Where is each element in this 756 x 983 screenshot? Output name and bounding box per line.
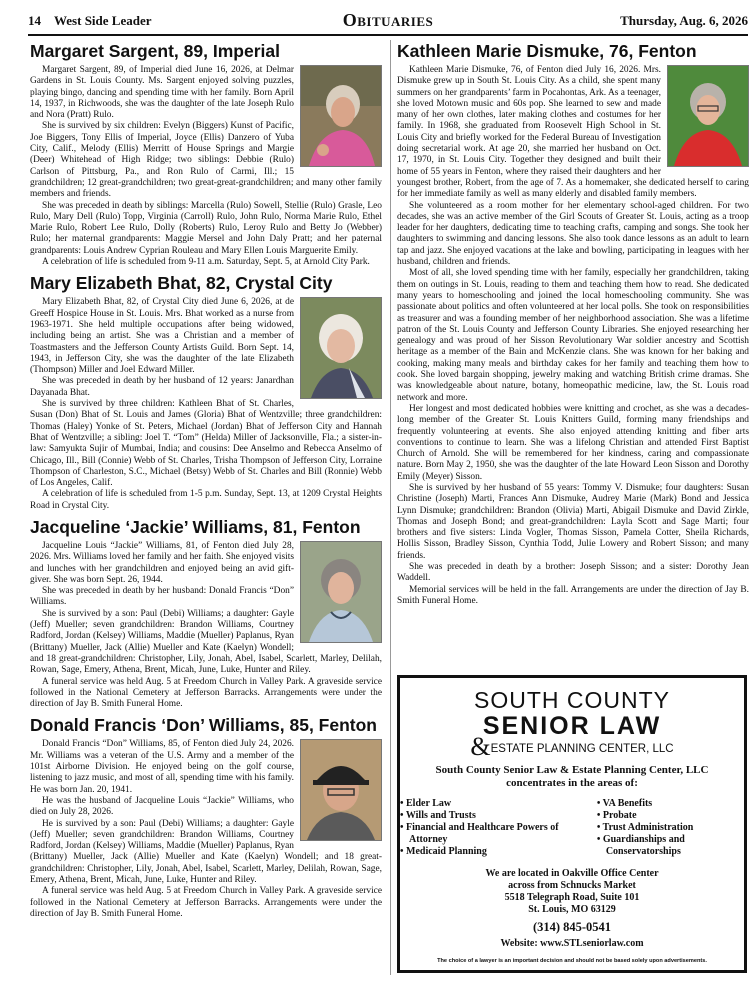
- obituary-margaret-sargent: [30, 40, 382, 268]
- obituary-paragraph: He is survived by a son: Paul (Debi) Williams; a daughter: Gayle (Jeff) Mueller; seven grandchildren: Brandon Williams, Courtney Radford, Jordan (Kelsey) Williams, Maddie (Mueller) Paplanus, Ryan (Brittany) Mueller, Jack (Allie) Mueller and Kate (Kaelyn) Wondell; and 18 great-grandchildren: Christopher, Lily, Jonah, Abel, Isabel, Scarlett, Marley, Delilah, Rowan, Sage, Emery, Athena, Brent, Micah, June, Luke, Hunter and Riley.: [30, 818, 382, 885]
- obituary-paragraph: Mary Elizabeth Bhat, 82, of Crystal City died June 6, 2026, at de Greeff Hospice House in St. Louis. Mrs. Bhat worked as a nurse from 1963-1971. She held multiple occupations after being widowed, including being an artist. She was a Christian and a member of Toastmasters and the Jefferson County Artists Guild. Born Sept. 14, 1943, in Jefferson City, she was the daughter of the late Elizabeth (Thompson) Miller and Joel Edward Miller.: [30, 297, 294, 376]
- ad-service-item: • Financial and Healthcare Powers of Attorney: [400, 822, 559, 845]
- obituary-paragraph: Margaret Sargent, 89, of Imperial died June 16, 2026, at Delmar Gardens in St. Louis County. Ms. Sargent enjoyed solving puzzles, playing bingo, dancing and spending time with her family. Born April 14, 1937, in Richwoods, she was the daughter of the late Joseph Rulo and Nora (Pratt) Rulo.: [30, 65, 294, 121]
- ad-tagline: South County Senior Law & Estate Planning Center, LLC: [435, 764, 709, 776]
- obituary-paragraph: She volunteered as a room mother for her elementary school-aged children. For two decades, she was an active member of the Girl Scouts of Greater St. Louis, acting as a troop leader for her daughters, dedicating time to teaching crafts, camping and songs. She took her daughters to swimming and dancing lessons. She also took dance lessons as an adult to learn tap and jazz. She enjoyed vacations at the lake and bowling, participating in leagues with her husband, children and friends.: [397, 200, 749, 268]
- ad-logo-line2: SENIOR LAW: [482, 712, 662, 740]
- ad-website: Website: www.STLseniorlaw.com: [500, 938, 644, 949]
- ad-disclaimer: The choice of a lawyer is an important decision and should not be based solely upon advertisements.: [437, 958, 707, 964]
- obituary-paragraph: She was preceded in death by her husband: Donald Francis “Don” Williams.: [30, 586, 294, 608]
- portrait-photo-man-veteran-cap-icon: [301, 740, 381, 840]
- portrait-photo-smiling-woman-icon: [301, 298, 381, 398]
- obituary-paragraph: She was preceded in death by her husband of 12 years: Janardhan Dayanada Bhat.: [30, 376, 294, 398]
- page-header: [28, 0, 748, 34]
- obituary-title: Margaret Sargent, 89, Imperial: [30, 41, 280, 61]
- ad-location-line: across from Schnucks Market: [508, 880, 636, 891]
- ad-phone: (314) 845-0541: [532, 920, 612, 934]
- obituary-paragraph: He was the husband of Jacqueline Louis “Jackie” Williams, who died on July 28, 2026.: [30, 795, 294, 818]
- issue-date: Thursday, Aug. 6, 2026: [620, 13, 748, 28]
- portrait-photo: [300, 65, 382, 167]
- ad-service-item: • VA Benefits: [596, 798, 653, 809]
- portrait-photo: [300, 739, 382, 841]
- section-title: Obituaries: [342, 10, 434, 30]
- obituary-title: Mary Elizabeth Bhat, 82, Crystal City: [30, 273, 333, 294]
- obituary-paragraph: She was preceded in death by a brother: Joseph Sisson; and a sister: Dorothy Jean Waddell.: [397, 562, 749, 584]
- ad-services: [400, 798, 744, 858]
- portrait-photo-elderly-woman-icon: [301, 66, 381, 166]
- ad-service-item: • Elder Law: [400, 798, 452, 809]
- obituary-paragraph: She is survived by six children: Evelyn (Biggers) Kunst of Pacific, Joe Biggers, Tony Ellis of Imperial, Joyce (Ellis) Danzero of Yuba City, Calif., Melody (Ellis) Merritt of House Springs and Margie (Deer) Whitehead of High Ridge; two siblings: Debbie (Rulo) Carlson of Pittsburg, Pa., and Ron Rulo of Carmi, Ill.; 15 grandchildren; 12 great-grandchildren; two great-great-grandchildren; and many other family members and friends.: [30, 121, 382, 200]
- right-column: [397, 40, 749, 611]
- portrait-photo-woman-red-top-icon: [668, 66, 748, 166]
- ad-services-right: [597, 798, 744, 858]
- ad-logo-line3: [400, 732, 744, 761]
- left-column: [30, 40, 382, 924]
- obituary-paragraph: She was preceded in death by siblings: Marcella (Rulo) Sowell, Stellie (Rulo) Grasle, Leo Rulo, Mary Dell (Rulo) Topp, Virginia (Carroll) Rulo, John Rulo, Norma Marie Rulo, Ethel Marie Rulo, Robert Lee Rulo, Dolly (Roberts) Rulo, Leroy Rulo and Betty Jo (Webber) Rulo; her maternal grandparents: Maggie Mersel and John Daly Pratt; and her paternal grandparents: Louis Andrew Cyprian Rouleau and Mary Ellen Louis Marguerite Emily.: [30, 200, 382, 256]
- obituary-title: Jacqueline ‘Jackie’ Williams, 81, Fenton: [30, 516, 361, 537]
- obituary-paragraph: Donald Francis “Don” Williams, 85, of Fenton died July 24, 2026. Mr. Williams was a veteran of the U.S. Army and a member of the 101st Airborne Division. He enjoyed being on the golf course, listening to jazz music, and most of all, spending time with his family. He was born Jan. 20, 1941.: [30, 739, 294, 795]
- obituary-paragraph: She is survived by three children: Kathleen Bhat of St. Charles, Susan (Don) Bhat of St. Louis and James (Gloria) Bhat of Wentzville; three grandchildren: Thomas (Haley) Yonke of St. Peters, Michael (Jordan) Bhat of Jefferson City and Hannah Bhat of Wentzville; a sibling: Joel T. “Tom” (Helda) Miller of Jacksonville, Fla.; a sister-in-law: Samyukta Sujir of Mumbai, India; and cousins: Dee Anselmo and Rebecca Anselmo of Chicago, Ill., Bill (Connie) Webb of St. Charles, Trisha Thompson of Jefferson City, Lorraine Thompson of Charleston, S.C., Michael (Betsy) Webb of St. Charles and Bill (Ronnie) Webb of Los Angeles, Calif.: [30, 399, 382, 489]
- obituary-paragraph: A celebration of life is scheduled from 1-5 p.m. Sunday, Sept. 13, at 1209 Crystal Heights Road in Crystal City.: [30, 489, 382, 511]
- ad-service-item: • Medicaid Planning: [400, 846, 487, 857]
- portrait-photo: [300, 297, 382, 399]
- page-number: 14: [28, 13, 41, 28]
- ad-location: [400, 868, 744, 916]
- obituary-jackie-williams: [30, 516, 382, 710]
- ad-logo-ampersand: &: [470, 732, 491, 761]
- obituary-paragraph: Jacqueline Louis “Jackie” Williams, 81, of Fenton died July 28, 2026. Mrs. Williams loved her family and her faith. She enjoyed visits and lunches with her grandchildren and enjoyed being an avid gift-giver. She was born Sept. 26, 1944.: [30, 540, 294, 585]
- portrait-photo: [300, 541, 382, 643]
- ad-logo-subtitle: ESTATE PLANNING CENTER, LLC: [490, 743, 674, 755]
- header-rule: [28, 34, 748, 36]
- obituary-paragraph: Kathleen Marie Dismuke, 76, of Fenton died July 16, 2026. Mrs. Dismuke grew up in South St. Louis City. As a child, she spent many summers on her grandparents’ farm in Pocahontas, Ark. As a teenager, she loved Motown music and 60s pop. She learned to sew and made many of her own clothes, later making clothes and costumes for her family. In 1968, she graduated from Roosevelt High School in St. Louis City and briefly worked for the Federal Bureau of Investigation doing secretarial work. At age 20, she married her husband on Oct. 17, 1970, in St. Louis City. Together they designed and built their home of 55 years in Fenton, where they raised their daughters and her youngest brother, Robert, from the age of 7. As a homemaker, she dedicated herself to caring for her immediate family as well as many elderly and disabled family members.: [397, 65, 749, 200]
- obituary-kathleen-dismuke: [397, 40, 749, 607]
- ad-location-line: We are located in Oakville Office Center: [485, 868, 659, 879]
- obituary-paragraph: A funeral service was held Aug. 5 at Freedom Church in Valley Park. A graveside service followed in the National Cemetery at Jefferson Barracks. Arrangements were under the direction of Jay B. Smith Funeral Home.: [30, 886, 382, 919]
- obituary-paragraph: She is survived by a son: Paul (Debi) Williams; a daughter: Gayle (Jeff) Mueller; seven grandchildren: Brandon Williams, Courtney Radford, Jordan (Kelsey) Williams, Maddie (Mueller) Paplanus, Ryan (Brittany) Mueller, Jack (Allie) Mueller and Kate (Kaelyn) Wondell; and 18 great-grandchildren: Christopher, Lily, Jonah, Abel, Isabel, Scarlett, Marley, Delilah, Rowan, Sage, Emery, Athena, Brent, Micah, June, Luke, Hunter and Riley.: [30, 608, 382, 676]
- obituary-paragraph: She is survived by her husband of 55 years: Tommy V. Dismuke; four daughters: Susan Christine (Joseph) Marti, Frances Ann Dismuke, Audrey Marie (Mark) Bond and Jessica Lynn Dismuke; grandchildren: Brandon (Olivia) Marti, Abigail Dismuke and David Zirkle, Thomas and Joseph Bond; and great-grandchildren: Layla Scott and Sage Marti; four brothers and five sisters: Linda Vogler, Thomas Sisson, Pamela Cotter, Sheila Richards, Hollis Sisson, Bradley Sisson, Cynthia Todd, Julie Lowery and Robert Sisson; and many friends.: [397, 482, 749, 561]
- obituary-mary-bhat: [30, 272, 382, 512]
- ad-service-item: • Trust Administration: [596, 822, 694, 833]
- publication-name: West Side Leader: [54, 13, 152, 28]
- law-firm-advertisement: [397, 675, 747, 973]
- obituary-title: Kathleen Marie Dismuke, 76, Fenton: [397, 41, 697, 61]
- ad-service-item: • Wills and Trusts: [400, 810, 476, 821]
- obituary-paragraph: Her longest and most dedicated hobbies were knitting and crochet, as she was a decades-long member of the Greater St. Louis Knitters Guild, forming many friendships and frequently volunteering at events. She also enjoyed attending knitting and fiber arts conventions to continue to learn. She was a lifelong Christian and attended First Baptist Church of Arnold. She will be remembered for her kindness, caring and compassionate nature. Born May 2, 1950, she was the daughter of the late Howard Leon Sisson and Dorothy Emily (Meyer) Sisson.: [397, 403, 749, 482]
- portrait-photo-woman-short-hair-icon: [301, 542, 381, 642]
- obituary-title: Donald Francis ‘Don’ Williams, 85, Fenton: [30, 715, 377, 736]
- obituary-paragraph: Memorial services will be held in the fall. Arrangements are under the direction of Jay B. Smith Funeral Home.: [397, 584, 749, 606]
- obituary-paragraph: A funeral service was held Aug. 5 at Freedom Church in Valley Park. A graveside service followed in the National Cemetery at Jefferson Barracks. Arrangements were under the direction of Jay B. Smith Funeral Home.: [30, 676, 382, 710]
- ad-logo-line1: SOUTH COUNTY: [474, 687, 670, 713]
- obituary-paragraph: A celebration of life is scheduled from 9-11 a.m. Saturday, Sept. 5, at Arnold City Park.: [42, 257, 370, 268]
- ad-service-item: • Probate: [596, 810, 637, 821]
- ad-address-line: 5518 Telegraph Road, Suite 101: [504, 892, 640, 903]
- column-divider: [390, 40, 391, 975]
- ad-tagline-sub: concentrates in the areas of:: [506, 777, 638, 789]
- obituary-paragraph: Most of all, she loved spending time with her family, especially her grandchildren, taking them on outings in St. Louis, reading to them and teaching them how to read. She dedicated many years to homeschooling and joined the local homeschooling community. She was passionate about politics and often volunteered at her local polls. She took on responsibilities as treasurer and was a founding member of her neighborhood association. She was a lifetime patron of the St. Louis County and Jefferson County Libraries. She enjoyed researching her genealogy and was proud of her Sisson Revolutionary War soldier ancestry and Scottish heritage as a member of the Bain and McKenzie clans. She was known for her baking and cooking, making many meals and birthday cakes for her family and teaching them how to cook. She loved bargain shopping, jewelry making and watching British crime dramas. She was knowledgeable about nature, botany, homeopathic medicine, law, the St. Louis road network and more.: [397, 268, 749, 403]
- obituary-don-williams: [30, 714, 382, 920]
- ad-service-item: • Guardianships and Conservatorships: [596, 834, 685, 857]
- ad-address-line: St. Louis, MO 63129: [528, 904, 616, 915]
- portrait-photo: [667, 65, 749, 167]
- ad-services-left: [400, 798, 577, 858]
